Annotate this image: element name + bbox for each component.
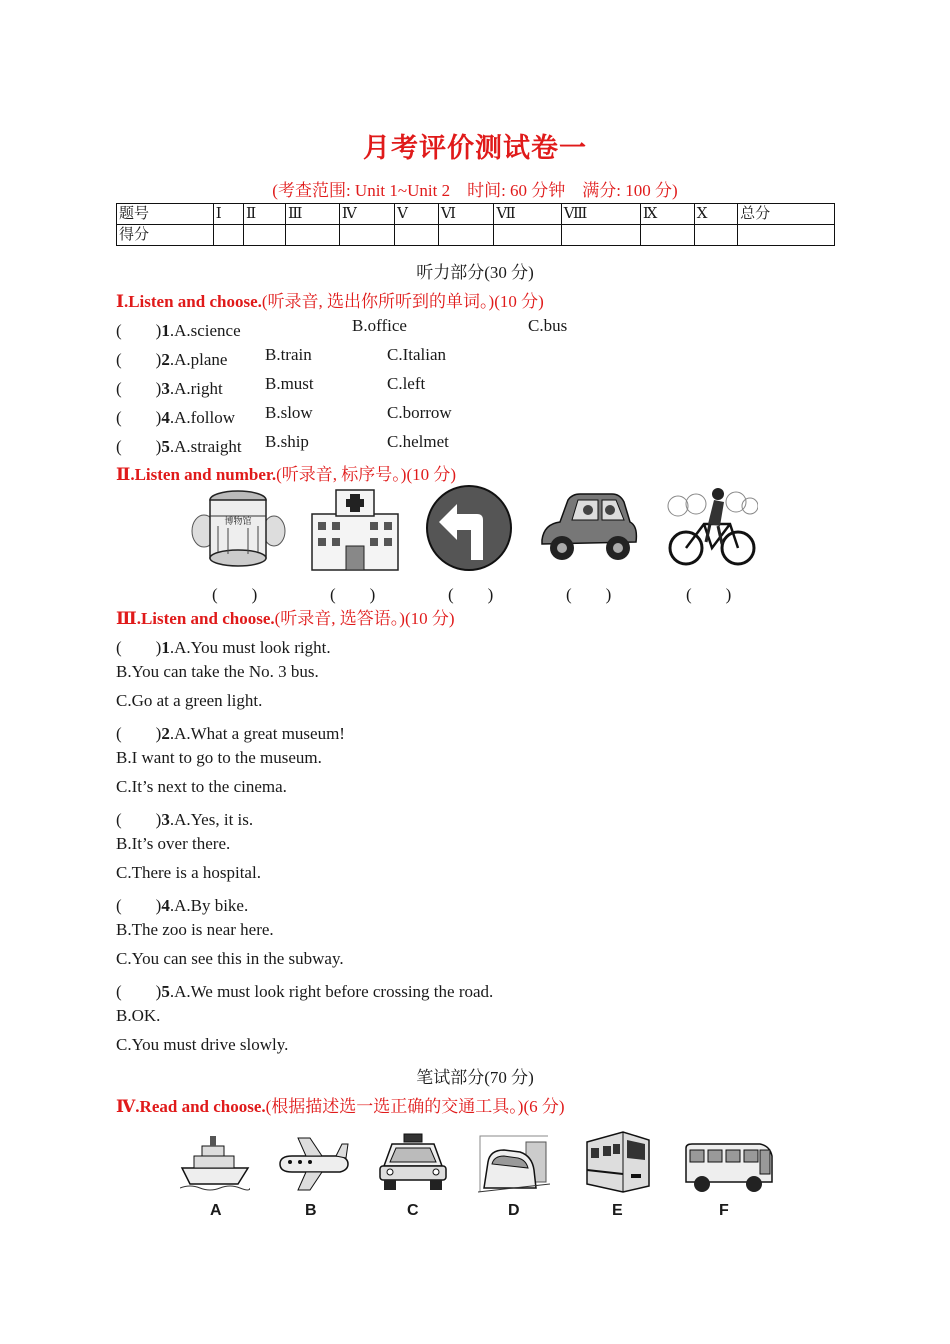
answer-paren[interactable]: ( ) <box>566 585 612 604</box>
score-input-cell[interactable] <box>213 225 243 246</box>
answer-paren[interactable]: ( ) <box>116 982 162 1001</box>
taxi-icon <box>378 1132 448 1194</box>
train-icon <box>583 1130 651 1196</box>
turn-left-sign-icon <box>425 484 513 572</box>
answer-paren[interactable]: ( ) <box>116 437 162 456</box>
option-c: C.helmet <box>387 432 449 451</box>
section-1-title <box>116 287 544 312</box>
section-title-en: Ⅰ.Listen and choose. <box>116 292 262 311</box>
question-number: 5 <box>161 437 170 456</box>
section-title-zh: (听录音, 选答语。)(10 分) <box>274 609 455 628</box>
answer-paren[interactable]: ( ) <box>116 379 162 398</box>
section-title-en: Ⅲ.Listen and choose. <box>116 609 275 628</box>
score-table-header-row <box>117 204 835 225</box>
question-number: 1 <box>161 638 170 657</box>
option-a: .A.straight <box>169 437 242 456</box>
s1-question-3 <box>116 374 223 399</box>
score-input-cell[interactable] <box>395 225 439 246</box>
exam-info: (考查范围: Unit 1~Unit 2 时间: 60 分钟 满分: 100 分) <box>272 181 678 200</box>
ship-icon <box>180 1132 250 1192</box>
car-icon <box>538 488 640 568</box>
option-letter: E <box>612 1202 623 1219</box>
score-cell: Ⅷ <box>561 204 640 225</box>
score-cell: Ⅹ <box>694 204 737 225</box>
s1-question-5 <box>116 432 242 457</box>
question-number: 2 <box>161 724 170 743</box>
question-number: 4 <box>161 408 170 427</box>
museum-icon <box>190 486 286 568</box>
option-c: C.Go at a green light. <box>116 691 263 710</box>
option-a: .A.follow <box>169 408 235 427</box>
section-4-title <box>116 1092 565 1117</box>
score-cell: 总分 <box>738 204 835 225</box>
s1-question-1 <box>116 316 241 341</box>
option-c: C.You can see this in the subway. <box>116 949 344 968</box>
option-a: .A.We must look right before crossing the road. <box>169 982 494 1001</box>
option-a: .A.plane <box>169 350 228 369</box>
answer-paren[interactable]: ( ) <box>212 585 258 604</box>
score-input-cell[interactable] <box>640 225 694 246</box>
option-a: .A.Yes, it is. <box>169 810 254 829</box>
score-input-cell[interactable] <box>339 225 394 246</box>
option-b: B.must <box>265 374 314 393</box>
option-b: B.slow <box>265 403 313 422</box>
s3-question-4 <box>116 891 248 916</box>
s3-question-1 <box>116 633 331 658</box>
option-c: C.You must drive slowly. <box>116 1035 289 1054</box>
answer-paren[interactable]: ( ) <box>116 724 162 743</box>
answer-paren[interactable]: ( ) <box>448 585 494 604</box>
option-c: C.There is a hospital. <box>116 863 261 882</box>
page-title: 月考评价测试卷一 <box>363 133 587 163</box>
option-b: B.You can take the No. 3 bus. <box>116 662 319 681</box>
option-letter: A <box>210 1202 222 1219</box>
score-input-cell[interactable] <box>561 225 640 246</box>
score-cell: Ⅰ <box>213 204 243 225</box>
option-c: C.left <box>387 374 426 393</box>
answer-paren[interactable]: ( ) <box>116 350 162 369</box>
question-number: 5 <box>161 982 170 1001</box>
option-b: B.I want to go to the museum. <box>116 748 322 767</box>
option-letter: F <box>719 1202 729 1219</box>
option-c: C.bus <box>528 316 568 335</box>
option-c: C.It’s next to the cinema. <box>116 777 287 796</box>
score-cell: 得分 <box>117 225 214 246</box>
answer-paren[interactable]: ( ) <box>330 585 376 604</box>
answer-paren[interactable]: ( ) <box>116 810 162 829</box>
score-cell: 题号 <box>117 204 214 225</box>
bus-icon <box>682 1142 774 1194</box>
listening-part-header: 听力部分(30 分) <box>416 263 534 282</box>
section-title-en: Ⅱ.Listen and number. <box>116 465 277 484</box>
score-cell: Ⅵ <box>438 204 494 225</box>
option-letter: C <box>407 1202 419 1219</box>
score-input-cell[interactable] <box>286 225 340 246</box>
question-number: 1 <box>161 321 170 340</box>
section-title-en: Ⅳ.Read and choose. <box>116 1097 266 1116</box>
option-c: C.Italian <box>387 345 447 364</box>
score-cell: Ⅶ <box>494 204 561 225</box>
question-number: 3 <box>161 810 170 829</box>
option-b: B.The zoo is near here. <box>116 920 274 939</box>
answer-paren[interactable]: ( ) <box>116 408 162 427</box>
plane-icon <box>276 1134 350 1194</box>
section-3-title <box>116 604 455 629</box>
option-b: B.OK. <box>116 1006 161 1025</box>
writing-part-header: 笔试部分(70 分) <box>416 1068 534 1087</box>
answer-paren[interactable]: ( ) <box>686 585 732 604</box>
option-a: .A.By bike. <box>169 896 249 915</box>
score-table-score-row <box>117 225 835 246</box>
s1-question-2 <box>116 345 227 370</box>
answer-paren[interactable]: ( ) <box>116 896 162 915</box>
s3-question-3 <box>116 805 253 830</box>
option-letter: D <box>508 1202 520 1219</box>
score-input-cell[interactable] <box>738 225 835 246</box>
score-table <box>116 203 835 246</box>
option-b: B.ship <box>265 432 309 451</box>
score-cell: Ⅴ <box>395 204 439 225</box>
option-a: .A.right <box>169 379 223 398</box>
question-number: 4 <box>161 896 170 915</box>
answer-paren[interactable]: ( ) <box>116 321 162 340</box>
score-input-cell[interactable] <box>438 225 494 246</box>
score-cell: Ⅱ <box>244 204 286 225</box>
score-input-cell[interactable] <box>244 225 286 246</box>
question-number: 2 <box>161 350 170 369</box>
answer-paren[interactable]: ( ) <box>116 638 162 657</box>
option-b: B.train <box>265 345 312 364</box>
option-letter: B <box>305 1202 317 1219</box>
option-b: B.office <box>352 316 407 335</box>
option-a: .A.You must look right. <box>169 638 331 657</box>
option-a: .A.What a great museum! <box>169 724 345 743</box>
section-title-zh: (听录音, 选出你所听到的单词。)(10 分) <box>261 292 544 311</box>
s3-question-2 <box>116 719 345 744</box>
s3-question-5 <box>116 977 493 1002</box>
option-a: .A.science <box>169 321 241 340</box>
option-c: C.borrow <box>387 403 452 422</box>
section-title-zh: (根据描述选一选正确的交通工具。)(6 分) <box>265 1097 565 1116</box>
museum-label: 博物馆 <box>224 516 252 526</box>
score-cell: Ⅲ <box>286 204 340 225</box>
score-input-cell[interactable] <box>494 225 561 246</box>
bike-icon <box>666 486 758 568</box>
question-number: 3 <box>161 379 170 398</box>
score-cell: Ⅸ <box>640 204 694 225</box>
s1-question-4 <box>116 403 235 428</box>
hospital-icon <box>308 484 402 572</box>
option-b: B.It’s over there. <box>116 834 231 853</box>
section-title-zh: (听录音, 标序号。)(10 分) <box>276 465 457 484</box>
score-input-cell[interactable] <box>694 225 737 246</box>
section-2-title <box>116 460 456 485</box>
subway-icon <box>478 1132 550 1194</box>
score-cell: Ⅳ <box>339 204 394 225</box>
